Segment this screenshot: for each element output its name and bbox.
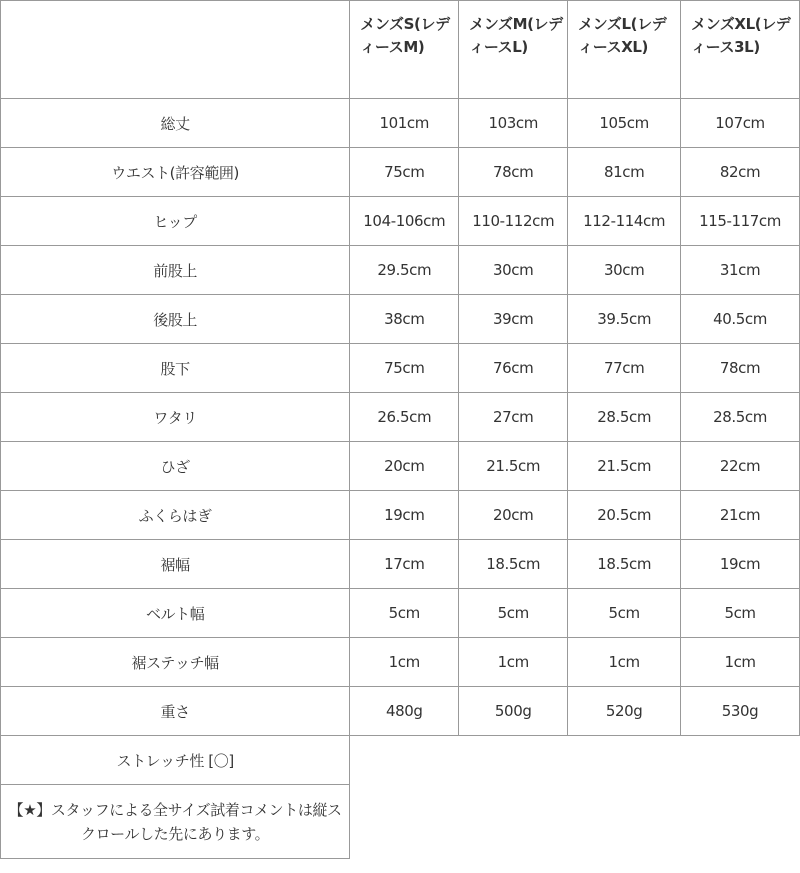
table-cell: 20.5cm — [568, 491, 681, 540]
row-label: 股下 — [1, 344, 350, 393]
row-label: 後股上 — [1, 295, 350, 344]
row-label: 総丈 — [1, 99, 350, 148]
table-body — [1, 99, 800, 859]
table-row — [1, 589, 800, 638]
table-cell: 5cm — [681, 589, 800, 638]
row-label: 裾ステッチ幅 — [1, 638, 350, 687]
table-cell: 1cm — [681, 638, 800, 687]
table-cell: 75cm — [350, 344, 459, 393]
table-cell: 480g — [350, 687, 459, 736]
table-cell: 30cm — [459, 246, 568, 295]
table-cell: 76cm — [459, 344, 568, 393]
table-cell: 21.5cm — [459, 442, 568, 491]
note-row — [1, 785, 800, 859]
stretch-label: ストレッチ性 [〇] — [1, 736, 350, 785]
table-cell: 5cm — [350, 589, 459, 638]
table-row — [1, 295, 800, 344]
table-cell: 28.5cm — [681, 393, 800, 442]
table-cell: 78cm — [681, 344, 800, 393]
table-cell: 82cm — [681, 148, 800, 197]
column-header: メンズS(レディースM) — [350, 1, 459, 99]
table-cell: 39.5cm — [568, 295, 681, 344]
table-row — [1, 99, 800, 148]
table-row — [1, 687, 800, 736]
table-cell: 75cm — [350, 148, 459, 197]
table-cell: 1cm — [568, 638, 681, 687]
table-cell: 105cm — [568, 99, 681, 148]
staff-comment-note: 【★】スタッフによる全サイズ試着コメントは縦スクロールした先にあります。 — [1, 785, 350, 859]
table-cell: 38cm — [350, 295, 459, 344]
row-label: 前股上 — [1, 246, 350, 295]
table-cell: 81cm — [568, 148, 681, 197]
table-cell: 500g — [459, 687, 568, 736]
table-cell: 26.5cm — [350, 393, 459, 442]
table-cell: 103cm — [459, 99, 568, 148]
table-row — [1, 148, 800, 197]
table-cell: 40.5cm — [681, 295, 800, 344]
row-label: 重さ — [1, 687, 350, 736]
table-cell: 30cm — [568, 246, 681, 295]
table-cell: 22cm — [681, 442, 800, 491]
table-cell: 112-114cm — [568, 197, 681, 246]
table-cell: 31cm — [681, 246, 800, 295]
table-cell: 21.5cm — [568, 442, 681, 491]
table-cell: 18.5cm — [568, 540, 681, 589]
table-cell: 5cm — [568, 589, 681, 638]
table-cell: 101cm — [350, 99, 459, 148]
table-cell: 110-112cm — [459, 197, 568, 246]
table-row — [1, 442, 800, 491]
table-cell: 18.5cm — [459, 540, 568, 589]
table-cell: 1cm — [350, 638, 459, 687]
table-row — [1, 246, 800, 295]
row-label: ベルト幅 — [1, 589, 350, 638]
table-cell: 17cm — [350, 540, 459, 589]
row-label: ウエスト(許容範囲) — [1, 148, 350, 197]
table-row — [1, 197, 800, 246]
table-cell: 530g — [681, 687, 800, 736]
column-header: メンズL(レディースXL) — [568, 1, 681, 99]
table-cell: 19cm — [350, 491, 459, 540]
table-cell: 29.5cm — [350, 246, 459, 295]
table-row — [1, 393, 800, 442]
table-cell: 20cm — [459, 491, 568, 540]
table-cell: 27cm — [459, 393, 568, 442]
table-cell: 107cm — [681, 99, 800, 148]
table-cell: 39cm — [459, 295, 568, 344]
table-cell: 5cm — [459, 589, 568, 638]
header-corner — [1, 1, 350, 99]
table-cell: 78cm — [459, 148, 568, 197]
table-cell: 77cm — [568, 344, 681, 393]
table-cell: 104-106cm — [350, 197, 459, 246]
row-label: ふくらはぎ — [1, 491, 350, 540]
column-header: メンズM(レディースL) — [459, 1, 568, 99]
row-label: ヒップ — [1, 197, 350, 246]
table-cell: 21cm — [681, 491, 800, 540]
table-cell: 115-117cm — [681, 197, 800, 246]
table-cell: 20cm — [350, 442, 459, 491]
row-label: ひざ — [1, 442, 350, 491]
header-row — [1, 1, 800, 99]
table-cell: 1cm — [459, 638, 568, 687]
table-cell: 520g — [568, 687, 681, 736]
empty-cell — [350, 736, 800, 785]
stretch-row — [1, 736, 800, 785]
table-row — [1, 540, 800, 589]
column-header: メンズXL(レディース3L) — [681, 1, 800, 99]
table-row — [1, 344, 800, 393]
table-cell: 19cm — [681, 540, 800, 589]
table-row — [1, 491, 800, 540]
table-cell: 28.5cm — [568, 393, 681, 442]
row-label: ワタリ — [1, 393, 350, 442]
empty-cell — [350, 785, 800, 859]
table-row — [1, 638, 800, 687]
row-label: 裾幅 — [1, 540, 350, 589]
